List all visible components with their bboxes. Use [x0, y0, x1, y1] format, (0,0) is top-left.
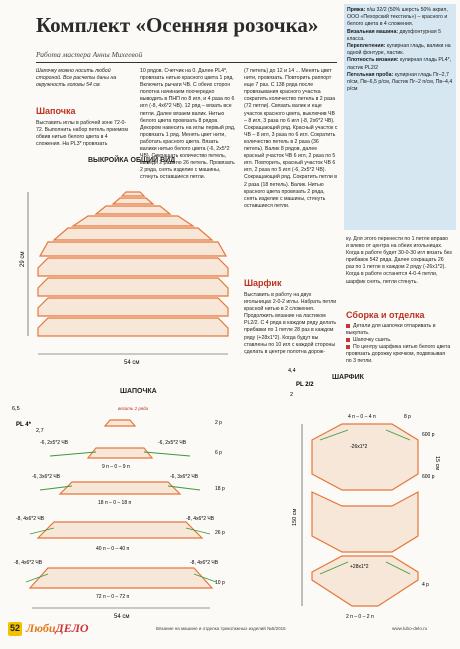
svg-text:54 см: 54 см — [114, 614, 130, 620]
svg-text:-8, 4х6*2 ЧВ: -8, 4х6*2 ЧВ — [14, 560, 43, 566]
scarf-text: Выставить в работу на двух игольницах 2-0-2 иглы. Набрать петли красной нитью в 2 сложения. Продолжить вязание на ластиком PL2/2. С 4 ряда в каждом ряду делать прибавки по 1 петле 28 раз в каждом ряду (+28х1*2). Когда будут вы ставлены по 10 игл с каждой стороны сделать в центре полотна дорож- — [244, 292, 337, 355]
height-label: 29 см — [20, 251, 26, 267]
scarf-diagram — [262, 366, 457, 628]
svg-text:8 р: 8 р — [404, 414, 411, 420]
hat-text-col3: (7 петель) до 12 и 14 ... Менять цвет нити, провязать. Повторить раппорт еще 7 раз. С 138 ряда после провязывания красного участка сократить количество петель в 2 раза (72 петли). Связать валик и еще участок красного цвета, выключив ЧВ – 8 игл, 3 раза по 6 игл (-8, 2х6*2 ЧВ). Сокращающий ряд. Красный участок с ЧВ – 8 игл, 3 раза по 6 игл. Сократить количество петель в 2 раза (36 петель). Валик 8 рядов, далее красный участок ЧВ 6 игл, 2 раза по 5 игл. Повторить, красный участок ЧВ 6 игл, 2 раза по 5 игл (-6, 2х5*2 ЧВ). Сокращающий ряд. Сократить петли в 2 раза (18 петель). Валик. Нитью красного цвета провязать 2 ряда, снять изделие с машины, стянуть оставшиеся петли. — [244, 68, 338, 209]
svg-text:+28х1*2: +28х1*2 — [350, 564, 369, 570]
svg-text:-6, 3х6*2 ЧВ: -6, 3х6*2 ЧВ — [32, 474, 61, 480]
material-item — [347, 72, 453, 94]
hat-diagram-caption: ШАПОЧКА — [120, 388, 157, 395]
svg-text:40 п – 0 – 40 п: 40 п – 0 – 40 п — [96, 546, 130, 552]
svg-text:4,4: 4,4 — [288, 368, 296, 374]
hat-text-continued: 10 рядов. Счетчик на 0. Далее PL4*, провязать нитью красного цвета 1 ряд. Включить рычаги ЧВ. С обеих сторон полотна начинаем поочередно выводить в ПНП по 8 игл, и 4 раза по 6 игл (-8, 4х6*2 ЧВ). 12 ряд – вязать все петли. Далее вязаем валик. Нитью белого цвета провязать 8 рядов. Декором навесить на иглы первый ряд, провязать 1 ряд. Менять цвет нити, работать красного цвета. Вязать валики нитью белого цвета (-6, 2х5*2 ЧВ). Сокращать количество петель, выведя 2 раза по 26 петель. Провязать 2 ряда, снять изделие с машины, стянуть оставшиеся петли. — [140, 68, 236, 181]
svg-text:150 см: 150 см — [292, 508, 298, 526]
page-number: 52 — [10, 623, 21, 633]
scarf-diagram-caption: ШАРФИК — [332, 374, 364, 381]
width-label: 54 см — [124, 360, 140, 366]
svg-text:10 р: 10 р — [215, 580, 225, 586]
svg-text:2 п – 0 – 2 п: 2 п – 0 – 2 п — [346, 614, 374, 620]
material-label: Вязальная машина: — [347, 28, 400, 35]
footer-text: Вязание на машине и отделка трикотажных изделий №5/2015 — [156, 626, 286, 631]
page-title: Комплект «Осенняя розочка» — [36, 13, 319, 37]
material-value: кулирная гладь Пг–2,7 п/см, Пв–6,5 р/см, Ластик Пг–2 п/см, Пв–4,4 р/см — [347, 71, 453, 93]
svg-text:26 р: 26 р — [215, 530, 225, 536]
svg-text:2 р: 2 р — [215, 420, 222, 426]
author-line: Работа мастера Анны Михеевой — [36, 50, 143, 59]
svg-text:2,7: 2,7 — [36, 428, 44, 434]
material-value: кулирная гладь PL4*, ластик PL2/2 — [347, 57, 452, 71]
svg-text:-8, 4х6*2 ЧВ: -8, 4х6*2 ЧВ — [186, 516, 215, 522]
hat-diagram — [10, 398, 245, 620]
svg-text:-26х1*2: -26х1*2 — [350, 444, 368, 450]
hat-heading: Шапочка — [36, 106, 76, 116]
material-item — [347, 43, 453, 57]
material-item — [347, 29, 453, 43]
svg-text:-6, 2х5*2 ЧВ: -6, 2х5*2 ЧВ — [40, 440, 69, 446]
material-label: Переплетения: — [347, 43, 387, 50]
hat-text: Выставить иглы в рабочей зоне 72-0-72. Выполнить набор петель приемом обвив нитью белого цвета в 4 сложения. На PL3* провязать — [36, 120, 128, 148]
assembly-list — [346, 323, 452, 366]
svg-text:18 р: 18 р — [215, 486, 225, 492]
divider — [36, 62, 337, 63]
svg-text:9 п – 0 – 9 п: 9 п – 0 – 9 п — [102, 464, 130, 470]
svg-text:15 см: 15 см — [434, 456, 440, 471]
logo: ЛюбиДЕЛО — [26, 621, 89, 635]
material-item — [347, 7, 453, 29]
material-label: Петельная проба: — [347, 71, 395, 78]
svg-text:4 п – 0 – 4 п: 4 п – 0 – 4 п — [348, 414, 376, 420]
svg-text:72 п – 0 – 72 п: 72 п – 0 – 72 п — [96, 594, 130, 600]
svg-text:-8, 4х6*2 ЧВ: -8, 4х6*2 ЧВ — [16, 516, 45, 522]
svg-text:600 р: 600 р — [422, 432, 435, 438]
scarf-heading: Шарфик — [244, 278, 282, 288]
list-item: Шапочку сшить. — [346, 337, 452, 344]
material-label: Пряжа: — [347, 7, 367, 13]
materials-text — [347, 7, 453, 93]
overall-caption: ВЫКРОЙКА ОБЩИЙ ВИД — [88, 157, 176, 164]
scarf-text-continued: ку. Для этого перенести по 1 петле вправо и влево от центра на обеих игольницах. Когда в работе будет 30-0-30 игл вязать без прибавок 542 ряда. Далее сокращать 26 раз по 1 петле в каждом 2 ряду (-26х1*2). Когда в работе останется 4-0-4 петли, шарфик снять, петли стянуть. — [346, 236, 452, 285]
assembly-heading: Сборка и отделка — [346, 310, 425, 320]
svg-text:4 р: 4 р — [422, 582, 429, 588]
svg-text:PL 2/2: PL 2/2 — [296, 382, 314, 388]
svg-text:18 п – 0 – 18 п: 18 п – 0 – 18 п — [98, 500, 132, 506]
density-label: PL 4* — [16, 422, 31, 428]
svg-text:-6, 2х5*2 ЧВ: -6, 2х5*2 ЧВ — [158, 440, 187, 446]
svg-text:-8, 4х6*2 ЧВ: -8, 4х6*2 ЧВ — [190, 560, 219, 566]
svg-text:2: 2 — [290, 392, 294, 398]
material-value: п/ш 32/2 (50% шерсть 50% акрил, ООО «Пехорский текстиль») – красного и белого цвета в 4 сложения. — [347, 7, 448, 28]
svg-text:-6, 3х6*2 ЧВ: -6, 3х6*2 ЧВ — [170, 474, 199, 480]
site-url: www.lubo-delo.ru — [392, 626, 428, 631]
material-value: кулирная гладь, валики на одной фонтуре, ластик. — [347, 43, 451, 57]
material-label: Плотность вязания: — [347, 57, 400, 64]
list-item: По центру шарфика нитью белого цвета провязать дорожку крючком, подвязывая по 3 петли. — [346, 344, 451, 365]
svg-text:6,5: 6,5 — [12, 406, 20, 412]
material-item — [347, 57, 453, 71]
material-value: двухфонтурная 5 класса. — [347, 28, 442, 42]
intro-text: Шапочку можно носить любой стороной. Все расчеты даны на окружность головы 54 см. — [36, 68, 117, 89]
overall-pattern-diagram — [18, 168, 243, 368]
svg-text:вязать 2 ряда: вязать 2 ряда — [118, 406, 149, 411]
list-item: Детали для шапочки отпаривать и выкупать. — [346, 323, 436, 337]
svg-text:600 р: 600 р — [422, 474, 435, 480]
svg-text:6 р: 6 р — [215, 450, 222, 456]
